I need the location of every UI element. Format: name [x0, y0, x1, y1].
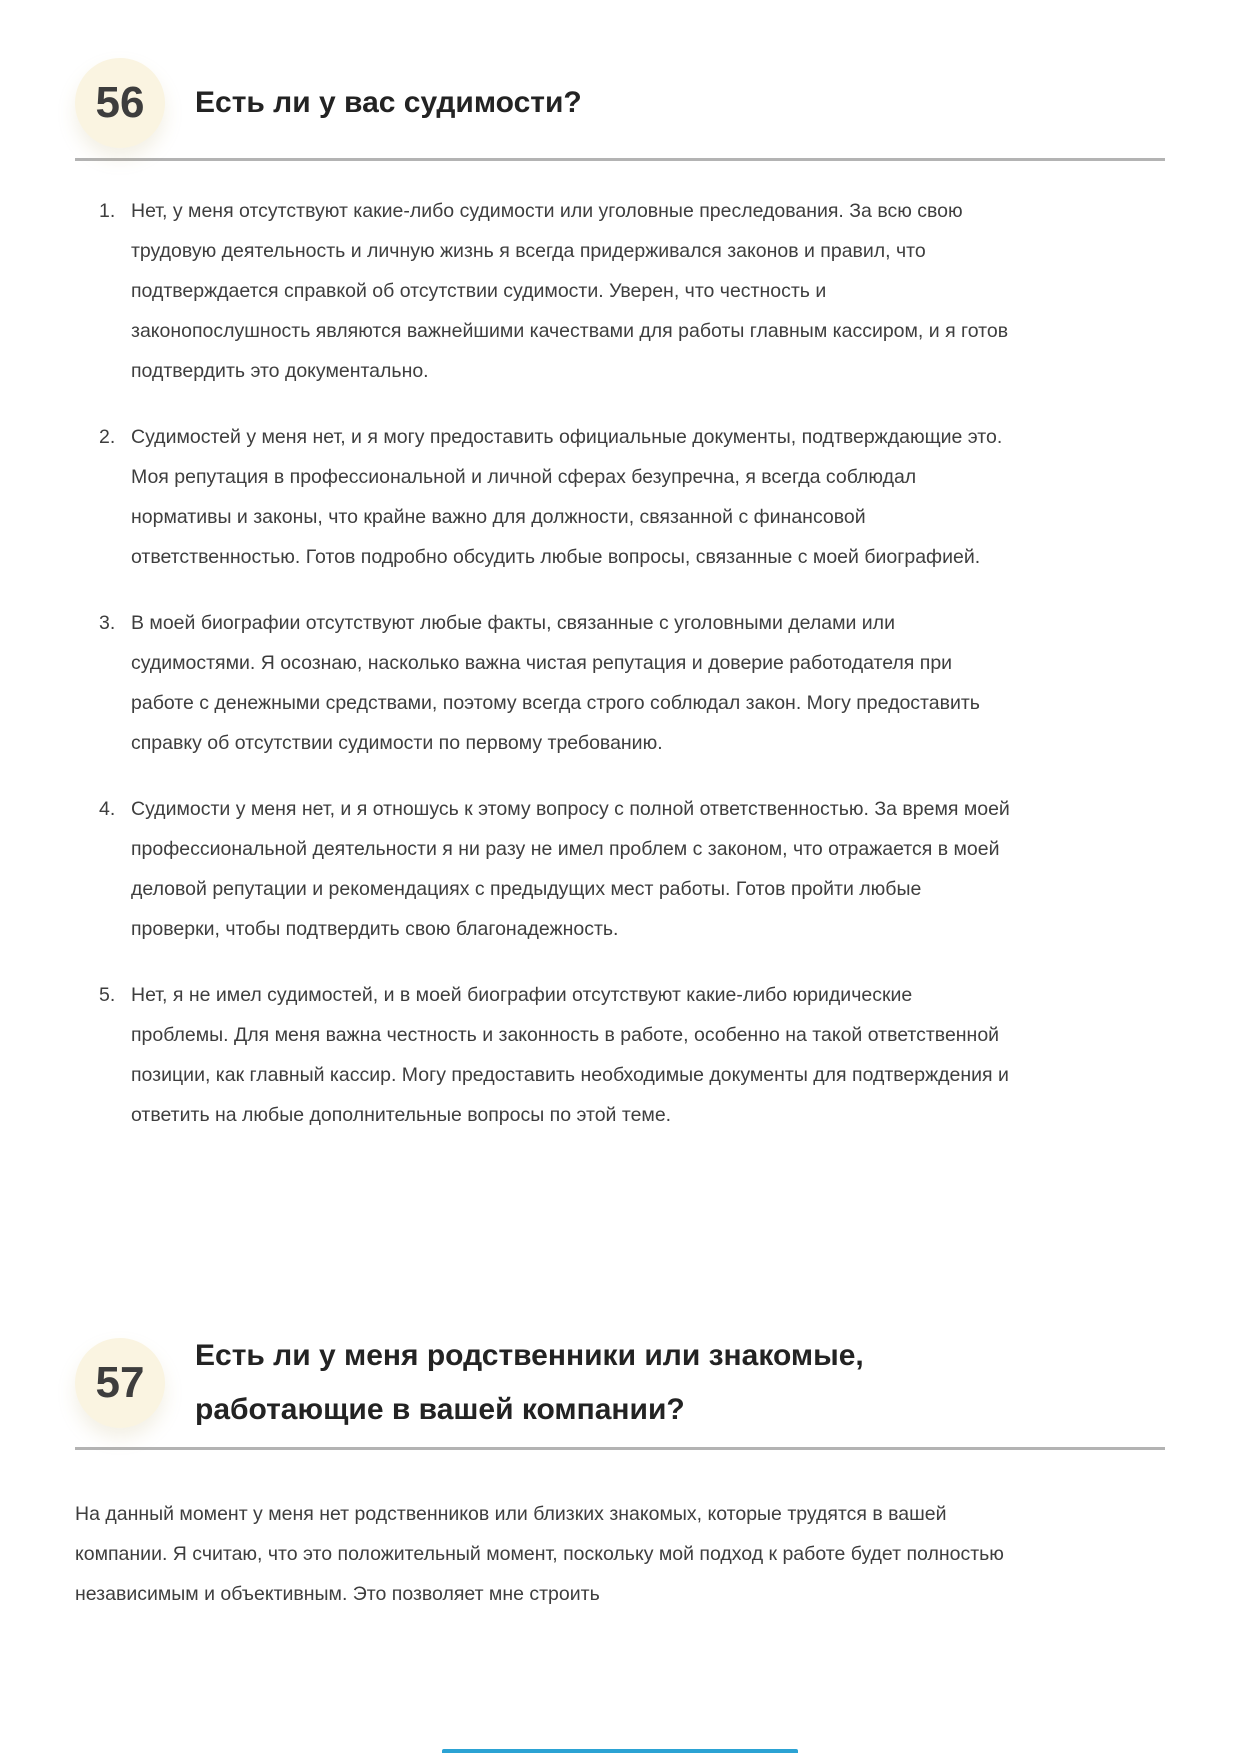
answer-marker-3: 3. — [99, 612, 116, 634]
answer-marker-4: 4. — [99, 798, 116, 820]
answer-text-2: Судимостей у меня нет, и я могу предоставить официальные документы, подтверждающие это. Моя репутация в профессиональной и личной сферах безупречна, я всегда соблюдал нормативы и законы, что крайне важно для должности, связанной с финансовой ответственностью. Готов подробно обсудить любые вопросы, связанные с моей биографией. — [131, 426, 1003, 568]
question-title-56: Есть ли у вас судимости? — [195, 86, 582, 119]
answer-text-5: Нет, я не имел судимостей, и в моей биографии отсутствуют какие-либо юридические проблемы. Для меня важна честность и законность в работе, особенно на такой ответственной позиции, как главный кассир. Могу предоставить необходимые документы для подтверждения и ответить на любые дополнительные вопросы по этой теме. — [131, 984, 1009, 1126]
section-divider-57 — [75, 1447, 1165, 1450]
bottom-accent-line — [442, 1749, 798, 1753]
answer-item-1 — [99, 191, 1165, 391]
answer-item-5 — [99, 975, 1165, 1135]
question-number-badge-56 — [75, 58, 165, 148]
question-header-56 — [75, 58, 1165, 148]
answer-marker-5: 5. — [99, 984, 116, 1006]
answer-text-4: Судимости у меня нет, и я отношусь к этому вопросу с полной ответственностью. За время моей профессиональной деятельности я ни разу не имел проблем с законом, что отражается в моей деловой репутации и рекомендациях с предыдущих мест работы. Готов пройти любые проверки, чтобы подтвердить свою благонадежность. — [131, 798, 1010, 940]
answer-marker-2: 2. — [99, 426, 116, 448]
question-header-57 — [75, 1329, 1165, 1437]
answer-marker-1: 1. — [99, 200, 116, 222]
answer-text-1: Нет, у меня отсутствуют какие-либо судимости или уголовные преследования. За всю свою трудовую деятельность и личную жизнь я всегда придерживался законов и правил, что подтверждается справкой об отсутствии судимости. Уверен, что честность и законопослушность являются важнейшими качествами для работы главным кассиром, и я готов подтвердить это документально. — [131, 200, 1009, 382]
answer-item-4 — [99, 789, 1165, 949]
answer-text-3: В моей биографии отсутствуют любые факты, связанные с уголовными делами или судимостями. Я осознаю, насколько важна чистая репутация и доверие работодателя при работе с денежными средствами, поэтому всегда строго соблюдал закон. Могу предоставить справку об отсутствии судимости по первому требованию. — [131, 612, 980, 754]
answers-list-56 — [75, 191, 1165, 1135]
answer-paragraph-57: На данный момент у меня нет родственников или близких знакомых, которые трудятся в вашей компании. Я считаю, что это положительный момент, поскольку мой подход к работе будет полностью независимым и объективным. Это позволяет мне строить — [75, 1503, 1004, 1605]
question-number-57: 57 — [95, 1358, 145, 1407]
question-number-badge-57 — [75, 1338, 165, 1428]
answer-item-2 — [99, 417, 1165, 577]
question-number-56: 56 — [95, 78, 145, 127]
question-section-56 — [75, 58, 1165, 1135]
answer-item-3 — [99, 603, 1165, 763]
section-divider-56 — [75, 158, 1165, 161]
question-section-57 — [75, 1135, 1165, 1614]
question-title-57: Есть ли у меня родственники или знакомые, работающие в вашей компании? — [195, 1339, 864, 1426]
